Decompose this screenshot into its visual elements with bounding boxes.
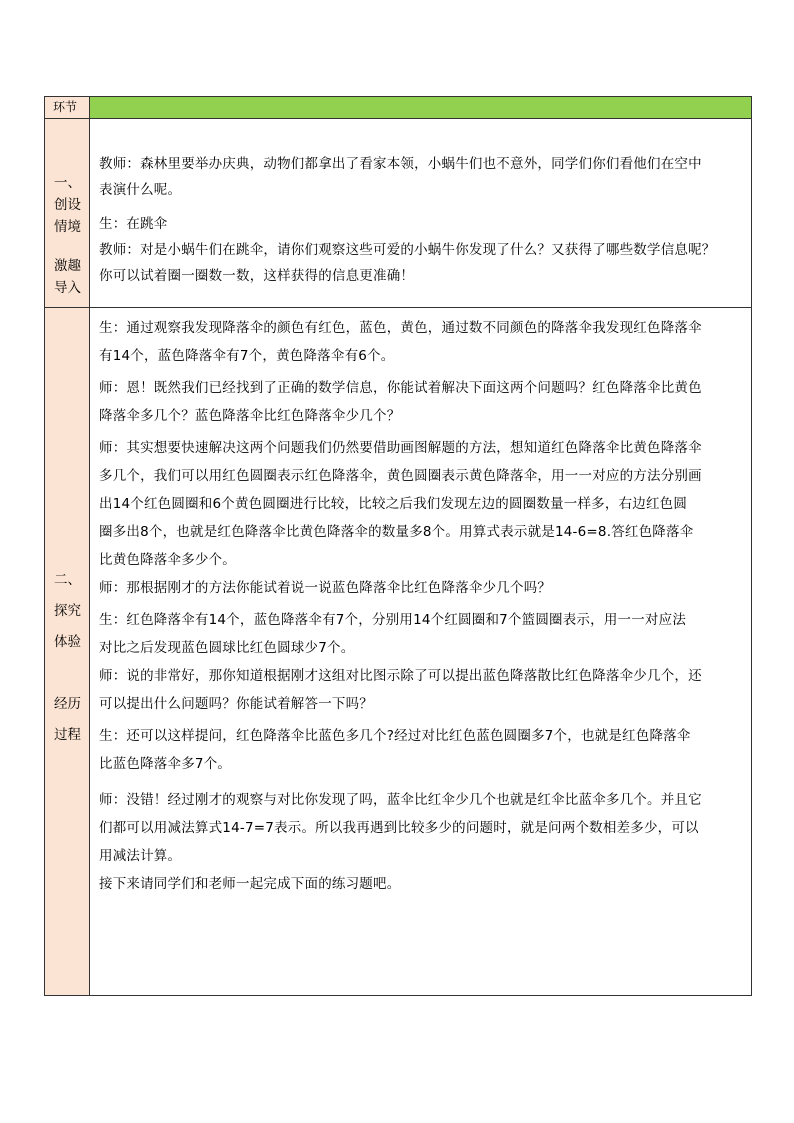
text-line: 可以提出什么问题吗？你能试着解答一下吗？ (99, 696, 373, 712)
section-2-title-line: 体验 (54, 634, 81, 650)
text-line: 表演什么呢。 (99, 182, 182, 198)
text-line: 对比之后发现蓝色圆球比红色圆球少7个。 (99, 640, 355, 656)
section-1-row (45, 119, 751, 308)
text-line: 接下来请同学们和老师一起完成下面的练习题吧。 (99, 876, 401, 892)
header-green-bar (90, 97, 751, 118)
table-header-row (45, 97, 751, 119)
text-line: 们都可以用减法算式14-7=7表示。所以我再遇到比较多少的问题时，就是问两个数相差多少，可以 (99, 820, 699, 836)
text-line: 生：通过观察我发现降落伞的颜色有红色，蓝色，黄色，通过数不同颜色的降落伞我发现红色降落伞 (99, 320, 702, 336)
section-1-side (45, 119, 90, 307)
text-line: 生：还可以这样提问，红色降落伞比蓝色多几个?经过对比红色蓝色圆圈多7个，也就是红色降落伞 (99, 728, 691, 744)
section-2-content (90, 308, 751, 995)
text-line: 有14个，蓝色降落伞有7个，黄色降落伞有6个。 (99, 348, 395, 364)
header-label: 环节 (45, 97, 90, 118)
section-2-number: 二、 (54, 572, 81, 588)
text-line: 教师：对是小蜗牛们在跳伞，请你们观察这些可爱的小蜗牛你发现了什么？又获得了哪些数学信息呢？ (99, 242, 716, 258)
section-1-content (90, 119, 751, 307)
section-1-title-line: 创设 (54, 197, 81, 213)
section-2-side (45, 308, 90, 995)
text-line: 出14个红色圆圈和6个黄色圆圈进行比较，比较之后我们发现左边的圆圈数量一样多，右边红色圆 (99, 496, 688, 512)
text-line: 生：红色降落伞有14个，蓝色降落伞有7个，分别用14个红圆圈和7个篮圆圈表示，用一一对应法 (99, 612, 687, 628)
text-line: 生：在跳伞 (99, 216, 168, 232)
section-2-title-line: 过程 (54, 727, 81, 743)
text-line: 师：恩！既然我们已经找到了正确的数学信息，你能试着解决下面这两个问题吗？红色降落伞比黄色 (99, 380, 702, 396)
section-1-title-line: 导入 (54, 280, 81, 296)
text-line: 教师：森林里要举办庆典，动物们都拿出了看家本领，小蜗牛们也不意外，同学们你们看他们在空中 (99, 156, 702, 172)
text-line: 用减法计算。 (99, 848, 182, 864)
text-line: 圈多出8个，也就是红色降落伞比黄色降落伞的数量多8个。用算式表示就是14-6=8.答红色降落伞 (99, 524, 694, 540)
text-line: 师：那根据刚才的方法你能试着说一说蓝色降落伞比红色降落伞少几个吗？ (99, 580, 552, 596)
text-line: 比蓝色降落伞多7个。 (99, 756, 232, 772)
section-2-row (45, 308, 751, 995)
text-line: 降落伞多几个？蓝色降落伞比红色降落伞少几个？ (99, 408, 401, 424)
text-line: 比黄色降落伞多少个。 (99, 552, 236, 568)
text-line: 师：没错！经过刚才的观察与对比你发现了吗，蓝伞比红伞少几个也就是红伞比蓝伞多几个。并且它 (99, 792, 702, 808)
text-line: 师：说的非常好，那你知道根据刚才这组对比图示除了可以提出蓝色降落散比红色降落伞少几个，还 (99, 668, 702, 684)
section-1-title-line: 激趣 (54, 258, 81, 274)
section-2-title-line: 探究 (54, 603, 81, 619)
text-line: 师：其实想要快速解决这两个问题我们仍然要借助画图解题的方法，想知道红色降落伞比黄色降落伞 (99, 440, 702, 456)
section-2-title-line: 经历 (54, 696, 81, 712)
text-line: 你可以试着圈一圈数一数，这样获得的信息更准确！ (99, 268, 415, 284)
text-line: 多几个，我们可以用红色圆圈表示红色降落伞，黄色圆圈表示黄色降落伞，用一一对应的方法分别画 (99, 468, 702, 484)
section-1-title-line: 情境 (54, 219, 81, 235)
lesson-table (44, 96, 752, 996)
section-1-number: 一、 (54, 175, 81, 191)
